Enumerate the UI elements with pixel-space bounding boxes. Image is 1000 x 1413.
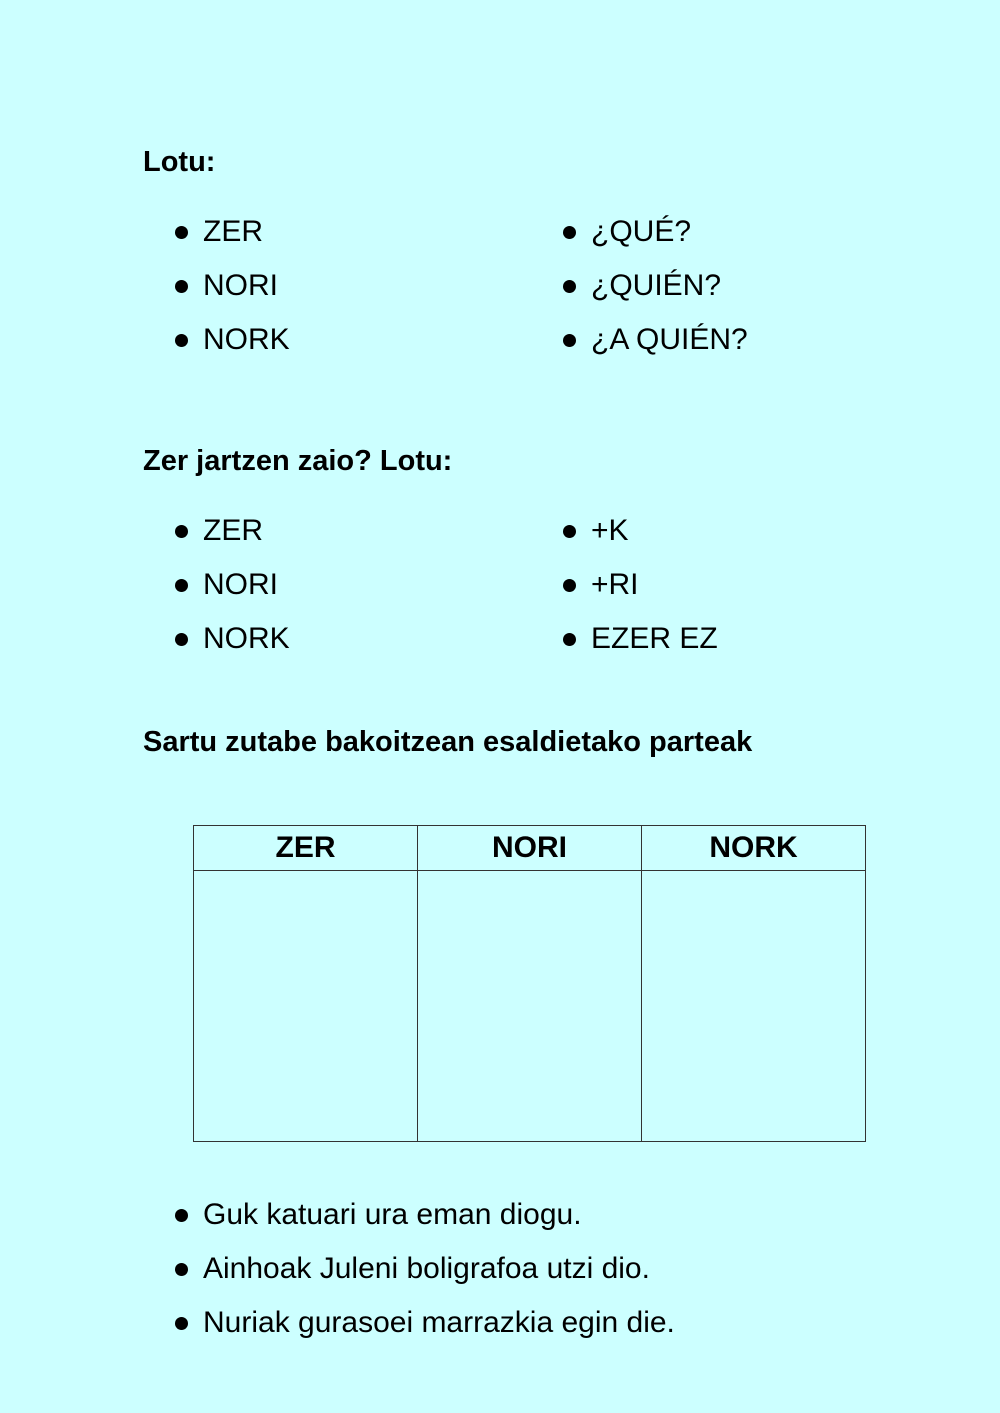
section3-heading: Sartu zutabe bakoitzean esaldietako parteak: [143, 726, 753, 758]
section2-heading: Zer jartzen zaio? Lotu:: [143, 445, 453, 477]
match-item-label: +K: [591, 514, 629, 547]
match-item-left[interactable]: [172, 570, 278, 600]
bullet-icon: [175, 525, 188, 538]
drop-cell-nork[interactable]: [642, 871, 866, 1142]
match-item-right[interactable]: [560, 271, 721, 301]
sorting-table: [193, 825, 866, 1142]
section1-match-list: [172, 217, 872, 379]
sentence-text: Ainhoak Juleni boligrafoa utzi dio.: [203, 1252, 650, 1285]
drop-cell-nori[interactable]: [418, 871, 642, 1142]
drop-cell-zer[interactable]: [194, 871, 418, 1142]
match-row: [172, 217, 872, 271]
bullet-icon: [175, 633, 188, 646]
sentence-item[interactable]: [172, 1308, 675, 1338]
section1-heading: Lotu:: [143, 146, 216, 178]
bullet-icon: [175, 1209, 188, 1222]
match-item-label: EZER EZ: [591, 622, 718, 655]
bullet-icon: [563, 633, 576, 646]
bullet-icon: [175, 280, 188, 293]
bullet-icon: [563, 579, 576, 592]
column-header-nork: NORK: [642, 826, 866, 871]
match-row: [172, 516, 872, 570]
column-header-nori: NORI: [418, 826, 642, 871]
sentence-text: Guk katuari ura eman diogu.: [203, 1198, 582, 1231]
match-item-right[interactable]: [560, 624, 718, 654]
bullet-icon: [563, 280, 576, 293]
match-row: [172, 271, 872, 325]
sentence-item[interactable]: [172, 1200, 582, 1230]
match-item-right[interactable]: [560, 217, 691, 247]
sentence-text: Nuriak gurasoei marrazkia egin die.: [203, 1306, 675, 1339]
bullet-icon: [175, 1263, 188, 1276]
match-item-left[interactable]: [172, 271, 278, 301]
bullet-icon: [175, 579, 188, 592]
match-item-label: NORK: [203, 323, 290, 356]
bullet-icon: [563, 334, 576, 347]
match-item-right[interactable]: [560, 516, 629, 546]
bullet-icon: [175, 334, 188, 347]
match-item-label: ¿QUIÉN?: [591, 269, 722, 302]
bullet-icon: [563, 525, 576, 538]
match-item-label: ZER: [203, 514, 263, 547]
match-item-label: NORI: [203, 568, 278, 601]
table-row: [194, 871, 866, 1142]
bullet-icon: [175, 1317, 188, 1330]
match-item-label: ¿QUÉ?: [591, 215, 692, 248]
match-item-left[interactable]: [172, 325, 290, 355]
bullet-icon: [175, 226, 188, 239]
match-item-right[interactable]: [560, 570, 639, 600]
match-item-left[interactable]: [172, 217, 263, 247]
match-item-left[interactable]: [172, 624, 290, 654]
match-item-right[interactable]: [560, 325, 748, 355]
match-row: [172, 570, 872, 624]
bullet-icon: [563, 226, 576, 239]
match-item-label: ¿A QUIÉN?: [591, 323, 748, 356]
match-row: [172, 325, 872, 379]
match-row: [172, 624, 872, 678]
section2-match-list: [172, 516, 872, 678]
match-item-label: NORI: [203, 269, 278, 302]
sentence-item[interactable]: [172, 1254, 650, 1284]
match-item-left[interactable]: [172, 516, 263, 546]
table-header-row: [194, 826, 866, 871]
match-item-label: ZER: [203, 215, 263, 248]
match-item-label: NORK: [203, 622, 290, 655]
column-header-zer: ZER: [194, 826, 418, 871]
match-item-label: +RI: [591, 568, 639, 601]
